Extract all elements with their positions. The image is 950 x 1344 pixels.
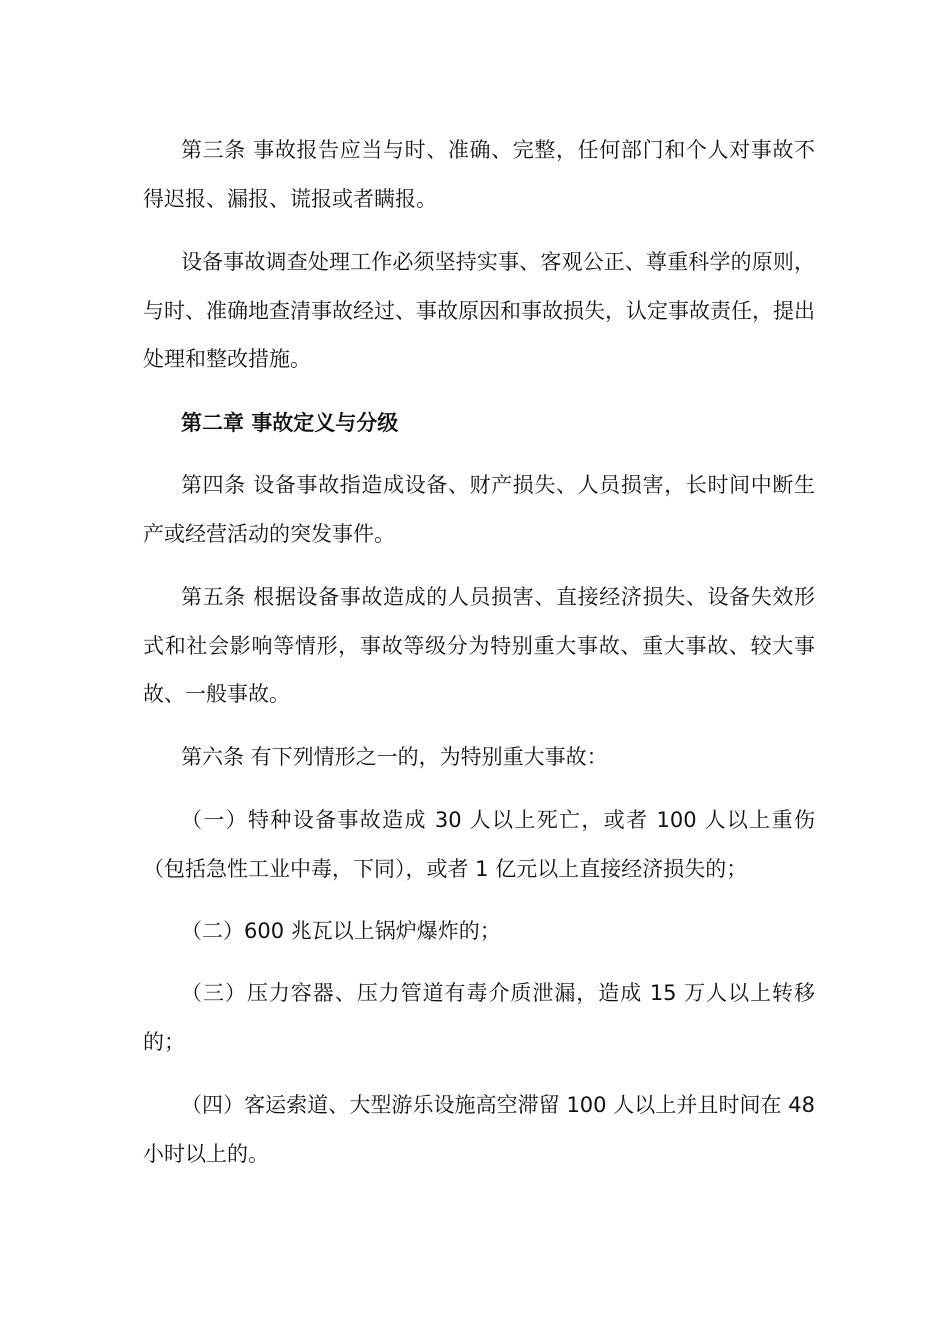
item-2-paragraph: （二）600 兆瓦以上锅炉爆炸的； <box>181 919 501 943</box>
item-4-paragraph: （四）客运索道、大型游乐设施高空滞留 100 人以上并且时间在 48 小时以上的。 <box>143 1093 815 1166</box>
article-3-paragraph: 第三条 事故报告应当与时、准确、完整，任何部门和个人对事故不得迟报、漏报、谎报或者瞒报。 <box>143 138 815 211</box>
item-3-paragraph: （三）压力容器、压力管道有毒介质泄漏，造成 15 万人以上转移的； <box>143 981 815 1054</box>
article-4-paragraph: 第四条 设备事故指造成设备、财产损失、人员损害，长时间中断生产或经营活动的突发事件。 <box>143 473 815 546</box>
investigation-principle-paragraph: 设备事故调查处理工作必须坚持实事、客观公正、尊重科学的原则，与时、准确地查清事故经过、事故原因和事故损失，认定事故责任，提出处理和整改措施。 <box>143 250 815 371</box>
article-6-paragraph: 第六条 有下列情形之一的，为特别重大事故： <box>181 745 608 769</box>
chapter-2-heading: 第二章 事故定义与分级 <box>181 411 399 435</box>
article-5-paragraph: 第五条 根据设备事故造成的人员损害、直接经济损失、设备失效形式和社会影响等情形，事故等级分为特别重大事故、重大事故、较大事故、一般事故。 <box>143 585 815 706</box>
item-1-paragraph: （一）特种设备事故造成 30 人以上死亡，或者 100 人以上重伤（包括急性工业中毒，下同），或者 1 亿元以上直接经济损失的； <box>143 808 815 881</box>
